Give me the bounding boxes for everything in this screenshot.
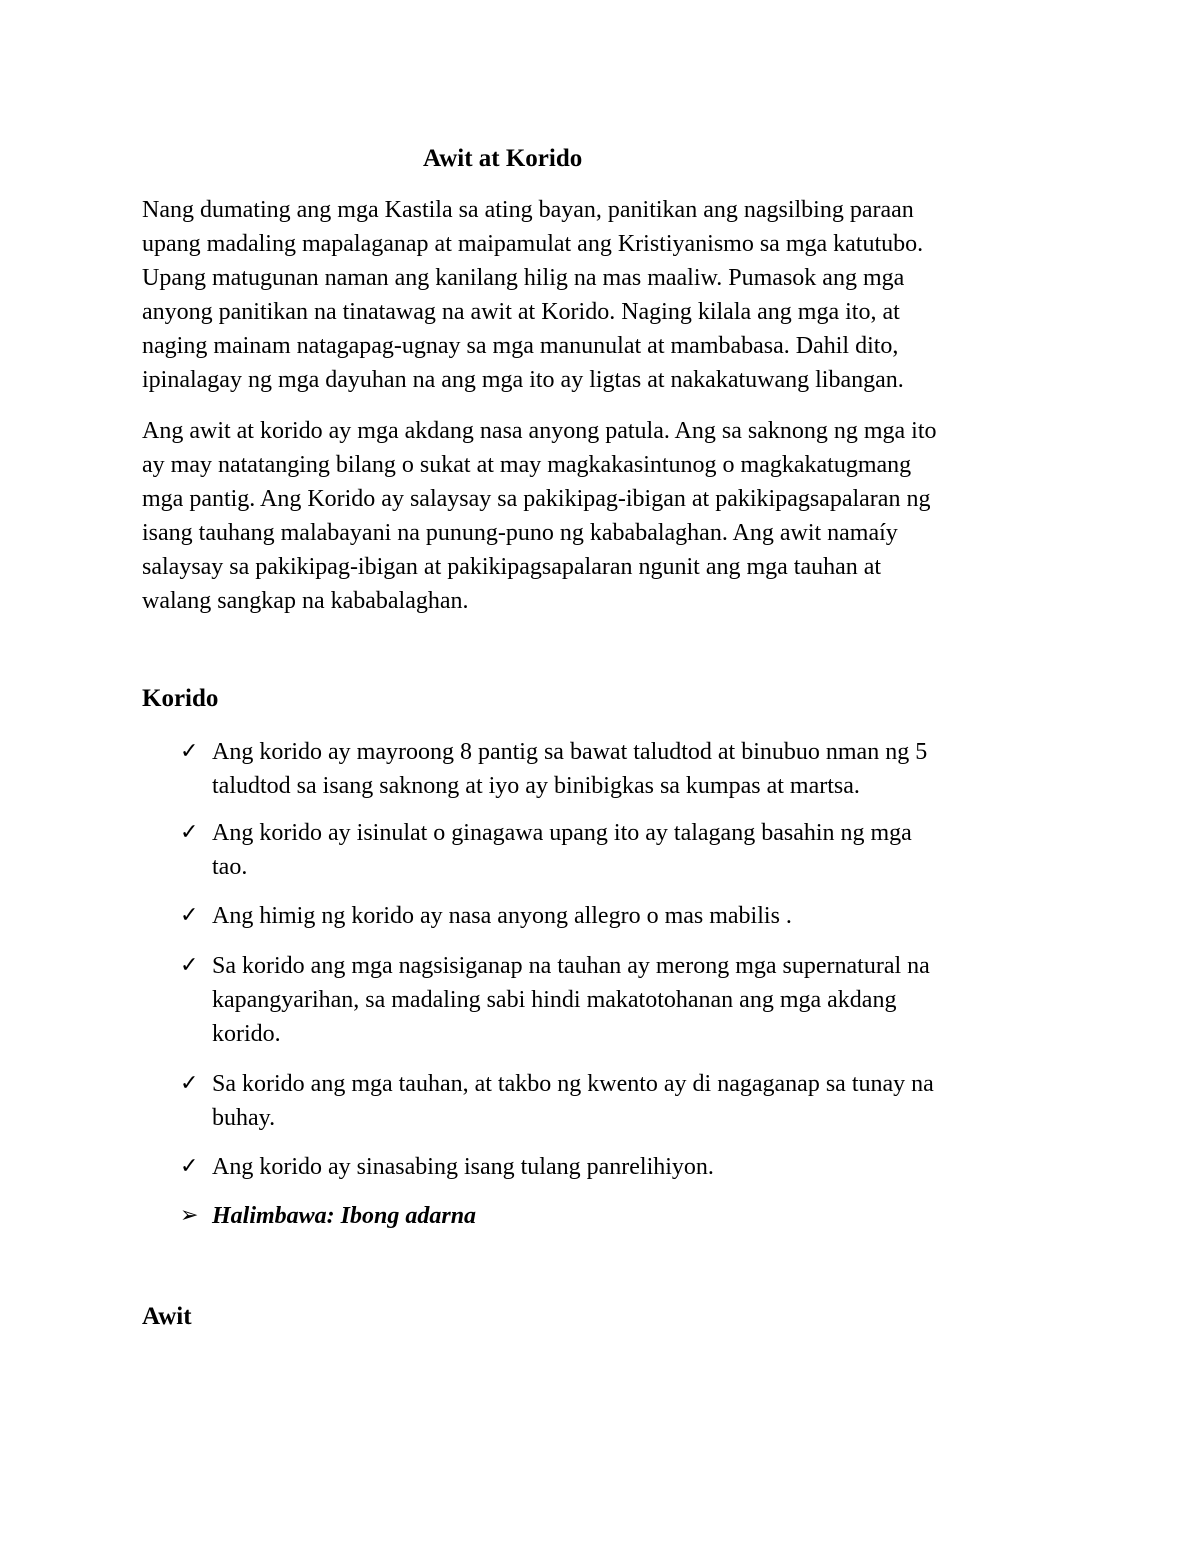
paragraph-line: ay may natatanging bilang o sukat at may magkakasintunog o magkakatugmang [142, 452, 912, 478]
checkmark-icon: ✓ [180, 1154, 199, 1179]
list-item-line: Sa korido ang mga nagsisiganap na tauhan ay merong mga supernatural na [212, 953, 930, 979]
arrow-bullet-icon: ➢ [180, 1203, 199, 1228]
list-item-line: Ang himig ng korido ay nasa anyong allegro o mas mabilis . [212, 903, 792, 929]
example-text: Halimbawa: Ibong adarna [212, 1203, 477, 1229]
checkmark-icon: ✓ [180, 820, 199, 845]
awit-heading: Awit [142, 1303, 192, 1330]
list-item-line: taludtod sa isang saknong at iyo ay binibigkas sa kumpas at martsa. [212, 773, 860, 799]
list-item-line: Sa korido ang mga tauhan, at takbo ng kwento ay di nagaganap sa tunay na [212, 1071, 934, 1097]
list-item-line: korido. [212, 1021, 281, 1047]
list-item-line: Ang korido ay isinulat o ginagawa upang ito ay talagang basahin ng mga [212, 820, 912, 846]
paragraph-line: walang sangkap na kababalaghan. [142, 588, 469, 614]
document-title: Awit at Korido [423, 145, 583, 172]
paragraph-line: naging mainam natagapag-ugnay sa mga manunulat at mambabasa. Dahil dito, [142, 333, 899, 359]
list-item-line: Ang korido ay mayroong 8 pantig sa bawat taludtod at binubuo nman ng 5 [212, 739, 928, 765]
korido-heading: Korido [142, 685, 219, 712]
list-item-line: Ang korido ay sinasabing isang tulang panrelihiyon. [212, 1154, 714, 1180]
paragraph-line: anyong panitikan na tinatawag na awit at Korido. Naging kilala ang mga ito, at [142, 299, 900, 325]
paragraph-line: salaysay sa pakikipag-ibigan at pakikipagsapalaran ngunit ang mga tauhan at [142, 554, 882, 580]
paragraph-line: mga pantig. Ang Korido ay salaysay sa pakikipag-ibigan at pakikipagsapalaran ng [142, 486, 931, 512]
paragraph-line: ipinalagay ng mga dayuhan na ang mga ito ay ligtas at nakakatuwang libangan. [142, 367, 904, 393]
checkmark-icon: ✓ [180, 953, 199, 978]
paragraph-line: upang madaling mapalaganap at maipamulat ang Kristiyanismo sa mga katutubo. [142, 231, 924, 257]
checkmark-icon: ✓ [180, 1071, 199, 1096]
list-item-line: kapangyarihan, sa madaling sabi hindi makatotohanan ang mga akdang [212, 987, 897, 1013]
list-item-line: buhay. [212, 1105, 276, 1131]
checkmark-icon: ✓ [180, 903, 199, 928]
definition-paragraph [142, 414, 1072, 618]
paragraph-line: Nang dumating ang mga Kastila sa ating bayan, panitikan ang nagsilbing paraan [142, 197, 914, 223]
paragraph-line: isang tauhang malabayani na punung-puno ng kababalaghan. Ang awit namaíy [142, 520, 898, 546]
checkmark-icon: ✓ [180, 739, 199, 764]
paragraph-line: Upang matugunan naman ang kanilang hilig na mas maaliw. Pumasok ang mga [142, 265, 905, 291]
intro-paragraph [142, 193, 1072, 397]
list-item-line: tao. [212, 854, 248, 880]
paragraph-line: Ang awit at korido ay mga akdang nasa anyong patula. Ang sa saknong ng mga ito [142, 418, 937, 444]
